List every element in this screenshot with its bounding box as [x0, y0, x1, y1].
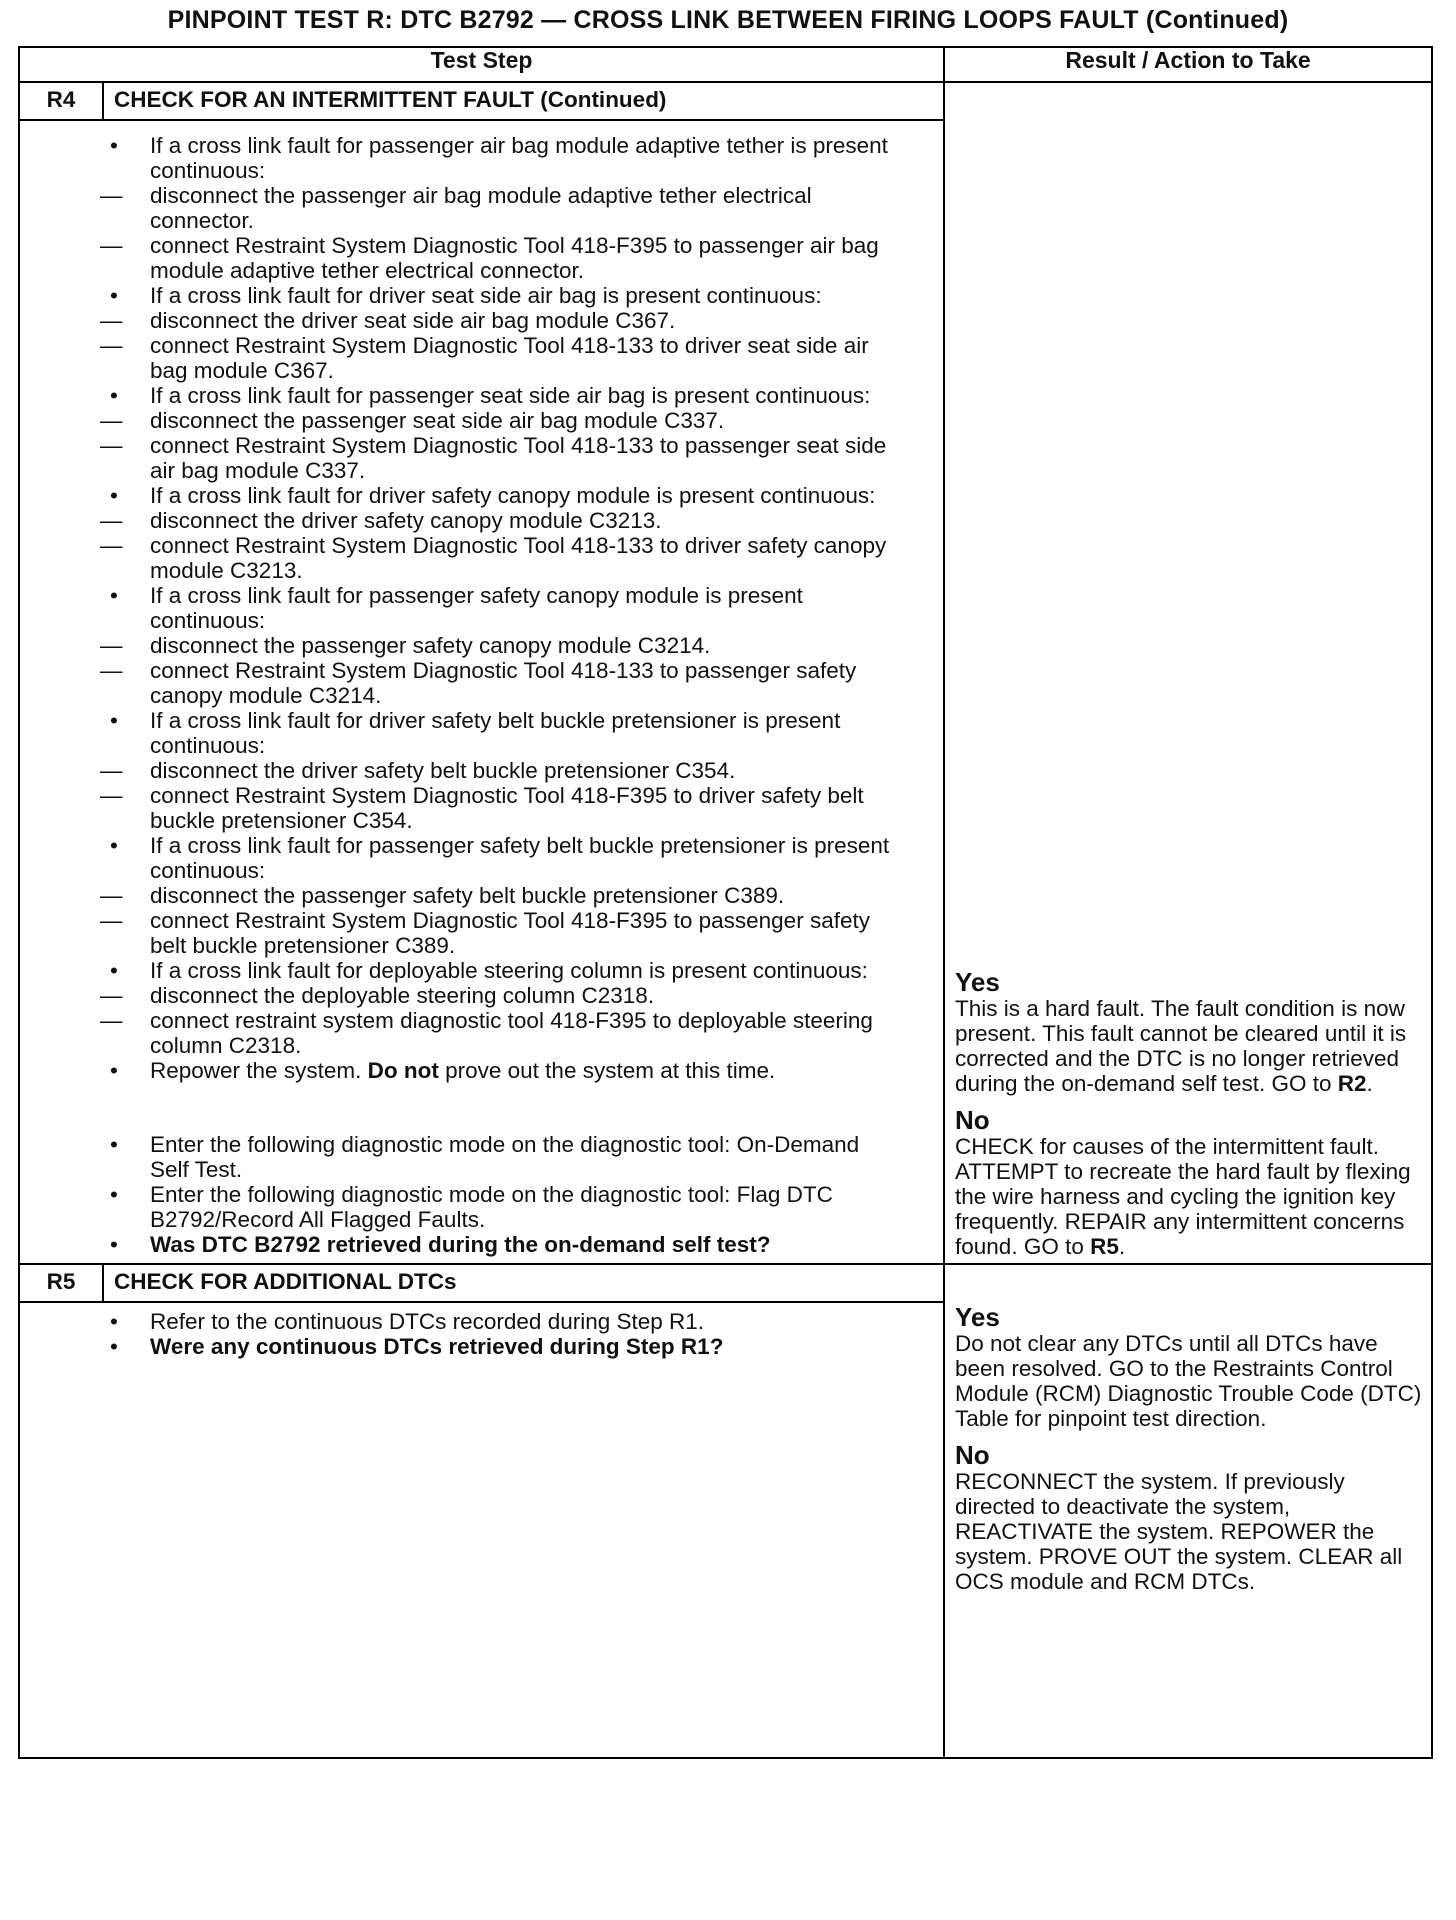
result-cell-r5 — [944, 1264, 1432, 1758]
result-no-text-r5: RECONNECT the system. If previously directed to deactivate the system, REACTIVATE the system. REPOWER the system. PROVE OUT the system. CLEAR all OCS module and RCM DTCs. — [955, 1469, 1403, 1594]
result-no-label-r4: No — [955, 1105, 990, 1135]
r5-item: • Refer to the continuous DTCs recorded during Step R1. — [20, 1309, 903, 1334]
r4-item: • If a cross link fault for passenger seat side air bag is present continuous: — disconnect the passenger seat side air bag module C337. — connect Restraint System Diagnostic Tool 418-133 to passenger seat side air bag module C337. — [20, 383, 903, 483]
r4-item: • If a cross link fault for passenger air bag module adaptive tether is present continuous: — disconnect the passenger air bag module adaptive tether electrical connector. — connect Restraint System Diagnostic Tool 418-F395 to passenger air bag module adaptive tether electrical connector. — [20, 133, 903, 283]
result-cell-r4 — [944, 82, 1432, 1264]
r4-item: • If a cross link fault for driver safety canopy module is present continuous: — disconnect the driver safety canopy module C3213. — connect Restraint System Diagnostic Tool 418-133 to driver safety canopy module C3213. — [20, 483, 903, 583]
column-header-test-step: Test Step — [19, 47, 944, 82]
r4-subitem: — disconnect the deployable steering column C2318. — [100, 983, 903, 1008]
page-title: PINPOINT TEST R: DTC B2792 — CROSS LINK BETWEEN FIRING LOOPS FAULT (Continued) — [167, 6, 1289, 34]
r4-item: • If a cross link fault for passenger safety canopy module is present continuous: — disconnect the passenger safety canopy module C3214. — connect Restraint System Diagnostic Tool 418-133 to passenger safety canopy module C3214. — [20, 583, 903, 708]
goto-r2: R2 — [1337, 1071, 1367, 1096]
r4-question: • Was DTC B2792 retrieved during the on-demand self test? — [20, 1232, 903, 1257]
r4-item: • If a cross link fault for deployable steering column is present continuous: — disconnect the deployable steering column C2318. — connect restraint system diagnostic tool 418-F395 to deployable steering column C2318. — [20, 958, 903, 1058]
r5-question: • Were any continuous DTCs retrieved during Step R1? — [20, 1334, 903, 1359]
r4-subitem: — connect Restraint System Diagnostic Tool 418-133 to passenger seat side air bag module C337. — [100, 433, 903, 483]
r4-subitem: — disconnect the driver seat side air bag module C367. — [100, 308, 903, 333]
r4-subitem: — disconnect the passenger safety belt buckle pretensioner C389. — [100, 883, 903, 908]
r4-subitem: — connect Restraint System Diagnostic Tool 418-F395 to driver safety belt buckle pretensioner C354. — [100, 783, 903, 833]
r4-subitem: — disconnect the driver safety belt buckle pretensioner C354. — [100, 758, 903, 783]
result-yes-text-r4: This is a hard fault. The fault condition is now present. This fault cannot be cleared until it is corrected and the DTC is no longer retrieved during the on-demand self test. GO to R2. — [955, 996, 1407, 1096]
r4-subitem: — connect Restraint System Diagnostic Tool 418-133 to driver seat side air bag module C367. — [100, 333, 903, 383]
column-header-row — [19, 47, 1432, 82]
step-body-r5 — [19, 1302, 944, 1758]
result-yes-text-r5: Do not clear any DTCs until all DTCs have been resolved. GO to the Restraints Control Module (RCM) Diagnostic Trouble Code (DTC) Table for pinpoint test direction. — [955, 1331, 1422, 1431]
pinpoint-test-table — [18, 46, 1433, 1759]
r4-bullet-list — [20, 133, 903, 1257]
r4-subitem: — disconnect the passenger safety canopy module C3214. — [100, 633, 903, 658]
r4-subitem: — connect Restraint System Diagnostic Tool 418-F395 to passenger safety belt buckle pretensioner C389. — [100, 908, 903, 958]
r4-subitem: — connect Restraint System Diagnostic Tool 418-F395 to passenger air bag module adaptive tether electrical connector. — [100, 233, 903, 283]
result-yes-label-r4: Yes — [955, 967, 1000, 997]
r4-subitem: — disconnect the passenger seat side air bag module C337. — [100, 408, 903, 433]
r4-heading-row — [19, 82, 1432, 120]
r4-subitem: — disconnect the driver safety canopy module C3213. — [100, 508, 903, 533]
result-yes-label-r5: Yes — [955, 1302, 1000, 1332]
goto-r5: R5 — [1090, 1234, 1119, 1259]
step-body-r4 — [19, 120, 944, 1264]
r4-subitem: — connect restraint system diagnostic tool 418-F395 to deployable steering column C2318. — [100, 1008, 903, 1058]
r4-item-repower: • Repower the system. Do not prove out the system at this time. — [20, 1058, 903, 1083]
r4-item: • If a cross link fault for driver seat side air bag is present continuous: — disconnect the driver seat side air bag module C367. — connect Restraint System Diagnostic Tool 418-133 to driver seat side air bag module C367. — [20, 283, 903, 383]
r4-item-flag: • Enter the following diagnostic mode on the diagnostic tool: Flag DTC B2792/Record All Flagged Faults. — [20, 1182, 903, 1232]
r5-bullet-list — [20, 1309, 903, 1359]
r4-subitem: — disconnect the passenger air bag module adaptive tether electrical connector. — [100, 183, 903, 233]
result-no-label-r5: No — [955, 1440, 990, 1470]
step-id-r4: R4 — [19, 82, 103, 120]
step-id-r5: R5 — [19, 1264, 103, 1302]
r5-heading-row — [19, 1264, 1432, 1302]
step-heading-r4: CHECK FOR AN INTERMITTENT FAULT (Continued) — [103, 82, 944, 120]
step-heading-r5: CHECK FOR ADDITIONAL DTCs — [103, 1264, 944, 1302]
r4-item: • If a cross link fault for driver safety belt buckle pretensioner is present continuous: — disconnect the driver safety belt buckle pretensioner C354. — connect Restraint System Diagnostic Tool 418-F395 to driver safety belt buckle pretensioner C354. — [20, 708, 903, 833]
result-no-text-r4: CHECK for causes of the intermittent fault. ATTEMPT to recreate the hard fault by flexing the wire harness and cycling the ignition key frequently. REPAIR any intermittent concerns found. GO to R5. — [955, 1134, 1411, 1259]
column-header-result: Result / Action to Take — [944, 47, 1432, 82]
r4-item: • If a cross link fault for passenger safety belt buckle pretensioner is present continuous: — disconnect the passenger safety belt buckle pretensioner C389. — connect Restraint System Diagnostic Tool 418-F395 to passenger safety belt buckle pretensioner C389. — [20, 833, 903, 958]
r4-subitem: — connect Restraint System Diagnostic Tool 418-133 to passenger safety canopy module C3214. — [100, 658, 903, 708]
r4-subitem: — connect Restraint System Diagnostic Tool 418-133 to driver safety canopy module C3213. — [100, 533, 903, 583]
r4-item-ondemand: • Enter the following diagnostic mode on the diagnostic tool: On-Demand Self Test. — [20, 1132, 903, 1182]
